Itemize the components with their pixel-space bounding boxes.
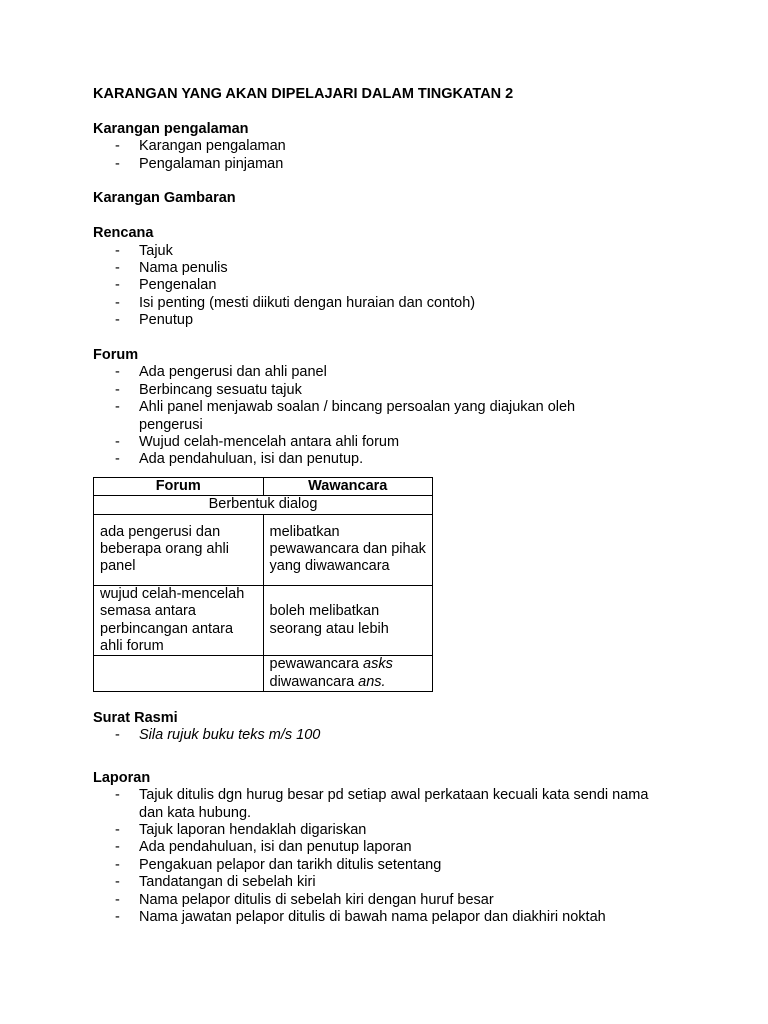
list-item: - Pengakuan pelapor dan tarikh ditulis setentang	[115, 856, 442, 873]
list-forum	[93, 364, 613, 468]
table-cell-merged: Berbentuk dialog	[94, 496, 433, 514]
section-heading-gambaran: Karangan Gambaran	[93, 190, 236, 207]
list-item: - Sila rujuk buku teks m/s 100	[115, 726, 321, 743]
table-row	[94, 514, 433, 585]
list-item: - Nama penulis	[115, 260, 228, 277]
table-row	[94, 585, 433, 656]
section-heading-surat-rasmi: Surat Rasmi	[93, 709, 178, 726]
list-item: - Karangan pengalaman	[115, 138, 286, 155]
section-heading-pengalaman: Karangan pengalaman	[93, 120, 249, 137]
table-cell: melibatkan pewawancara dan pihak yang diwawancara	[263, 514, 433, 585]
list-item: - Tajuk ditulis dgn hurug besar pd setiap awal perkataan kecuali kata sendi nama dan kata hubung.	[115, 787, 649, 821]
comparison-table	[93, 477, 433, 692]
section-heading-rencana: Rencana	[93, 225, 154, 242]
table-cell: ada pengerusi dan beberapa orang ahli panel	[94, 514, 264, 585]
table-cell-empty	[94, 656, 264, 692]
table-header-row	[94, 477, 433, 495]
list-item: - Tajuk laporan hendaklah digariskan	[115, 821, 367, 838]
list-item: - Berbincang sesuatu tajuk	[115, 381, 302, 398]
list-pengalaman	[93, 138, 693, 173]
list-item: - Ada pengerusi dan ahli panel	[115, 364, 327, 381]
table-row	[94, 496, 433, 514]
list-item: - Tandatangan di sebelah kiri	[115, 874, 316, 891]
list-item: - Ada pendahuluan, isi dan penutup laporan	[115, 839, 412, 856]
page-title: KARANGAN YANG AKAN DIPELAJARI DALAM TINGKATAN 2	[93, 86, 514, 102]
list-item: - Ada pendahuluan, isi dan penutup.	[115, 451, 364, 468]
document-page	[93, 86, 693, 926]
table-cell: pewawancara asks diwawancara ans.	[263, 656, 433, 692]
table-header-wawancara: Wawancara	[263, 477, 433, 495]
list-item: - Nama jawatan pelapor ditulis di bawah nama pelapor dan diakhiri noktah	[115, 908, 606, 925]
list-item: - Ahli panel menjawab soalan / bincang persoalan yang diajukan oleh pengerusi	[115, 399, 576, 433]
table-cell: wujud celah-mencelah semasa antara perbincangan antara ahli forum	[94, 585, 264, 656]
list-item: - Wujud celah-mencelah antara ahli forum	[115, 434, 400, 451]
list-item: - Isi penting (mesti diikuti dengan huraian dan contoh)	[115, 294, 476, 311]
list-item: - Penutup	[115, 312, 194, 329]
list-item: - Nama pelapor ditulis di sebelah kiri dengan huruf besar	[115, 891, 494, 908]
table-row	[94, 656, 433, 692]
list-item: - Tajuk	[115, 242, 173, 259]
section-heading-laporan: Laporan	[93, 769, 151, 786]
list-item: - Pengalaman pinjaman	[115, 155, 284, 172]
table-header-forum: Forum	[94, 477, 264, 495]
list-laporan	[93, 787, 653, 926]
list-surat-rasmi	[93, 727, 693, 744]
list-rencana	[93, 243, 693, 330]
list-item: - Pengenalan	[115, 277, 217, 294]
section-heading-forum: Forum	[93, 347, 139, 364]
table-cell: boleh melibatkan seorang atau lebih	[263, 585, 433, 656]
